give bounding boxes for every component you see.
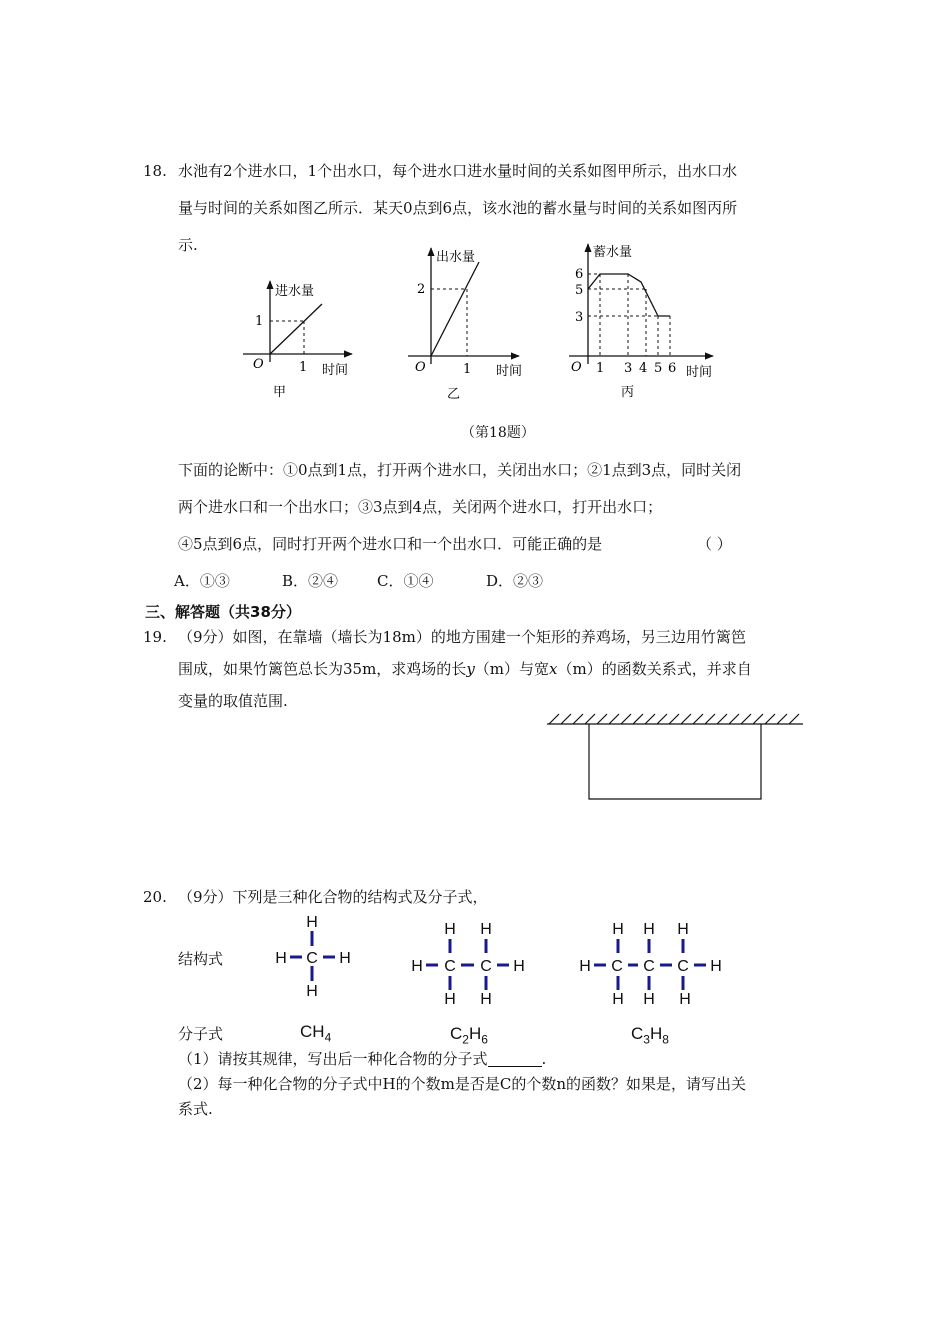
bing-ytick-6: 6 bbox=[575, 267, 584, 282]
bing-xtick-6: 6 bbox=[668, 361, 677, 376]
c2h6-h: H bbox=[444, 991, 456, 1008]
q18-stmt1: 下面的论断中：①0点到1点，打开两个进水口，关闭出水口；②1点到3点，同时关闭 bbox=[178, 461, 742, 479]
answer-blank[interactable] bbox=[488, 1053, 542, 1067]
formula-c2h6: $C_2H_6$ bbox=[450, 1024, 488, 1047]
ch4-c: C bbox=[306, 950, 318, 967]
bing-xtick-4: 4 bbox=[639, 361, 648, 376]
jia-ylabel: 进水量 bbox=[275, 284, 315, 299]
c2h6-h: H bbox=[480, 921, 492, 938]
q20-sub2-line2: 系式. bbox=[178, 1100, 213, 1118]
q19-number: 19. bbox=[143, 628, 167, 646]
q20-number: 20. bbox=[143, 888, 167, 906]
yi-origin: O bbox=[415, 360, 426, 375]
c3h8-h: H bbox=[643, 921, 655, 938]
c2h6-h: H bbox=[513, 958, 525, 975]
q18-line3: 示. bbox=[178, 236, 198, 254]
q18-caption: （第18题） bbox=[461, 425, 535, 441]
c3h8-c: C bbox=[643, 958, 655, 975]
q20-structural-formulas bbox=[260, 905, 730, 1010]
c2h6-h: H bbox=[411, 958, 423, 975]
jia-xtick: 1 bbox=[299, 360, 308, 375]
section-3-title: 三、解答题（共38分） bbox=[145, 603, 301, 621]
q20-line1: （9分）下列是三种化合物的结构式及分子式， bbox=[178, 888, 488, 906]
q18-line2: 量与时间的关系如图乙所示．某天0点到6点，该水池的蓄水量与时间的关系如图丙所 bbox=[178, 199, 738, 217]
c2h6-h: H bbox=[444, 921, 456, 938]
q18-number: 18. bbox=[143, 162, 167, 180]
jia-xlabel: 时间 bbox=[322, 363, 349, 378]
formula-c3h8: $C_3H_8$ bbox=[631, 1024, 669, 1047]
chart-bing bbox=[569, 244, 713, 400]
yi-xlabel: 时间 bbox=[496, 364, 523, 379]
bing-ylabel: 蓄水量 bbox=[593, 245, 633, 260]
c2h6-c: C bbox=[480, 958, 492, 975]
q19-chicken-yard-figure bbox=[540, 705, 810, 805]
c3h8-h: H bbox=[679, 991, 691, 1008]
ch4-h-right: H bbox=[339, 950, 351, 967]
q18-stmt3: ④5点到6点，同时打开两个进水口和一个出水口．可能正确的是 bbox=[178, 535, 603, 553]
c2h6-h: H bbox=[480, 991, 492, 1008]
q19-line3: 变量的取值范围. bbox=[178, 692, 288, 710]
yi-ylabel: 出水量 bbox=[436, 250, 476, 265]
ch4-h-top: H bbox=[306, 914, 318, 931]
q20-formula-label: 分子式 bbox=[178, 1025, 224, 1043]
q20-sub2-line1: （2）每一种化合物的分子式中H的个数m是否是C的个数n的函数？如果是，请写出关 bbox=[178, 1075, 746, 1093]
q18-option-d: D．②③ bbox=[486, 572, 544, 590]
bing-xlabel: 时间 bbox=[686, 365, 713, 380]
c2h6-c: C bbox=[444, 958, 456, 975]
q18-option-a: A．①③ bbox=[174, 572, 230, 590]
chart-yi bbox=[408, 248, 522, 402]
q20-structure-label: 结构式 bbox=[178, 950, 224, 968]
bing-xtick-3: 3 bbox=[624, 361, 633, 376]
c3h8-c: C bbox=[677, 958, 689, 975]
yi-xtick: 1 bbox=[463, 362, 472, 377]
formula-ch4: $CH_4$ bbox=[300, 1022, 332, 1045]
jia-ytick: 1 bbox=[255, 314, 264, 329]
q18-figures bbox=[0, 236, 950, 420]
q19-line1: （9分）如图，在靠墙（墙长为18m）的地方围建一个矩形的养鸡场，另三边用竹篱笆 bbox=[178, 628, 746, 646]
bing-xtick-5: 5 bbox=[654, 361, 663, 376]
c3h8-h: H bbox=[643, 991, 655, 1008]
yi-ytick: 2 bbox=[417, 282, 426, 297]
q19-line2: 围成，如果竹篱笆总长为35m，求鸡场的长y（m）与宽x（m）的函数关系式，并求自 bbox=[178, 660, 752, 678]
bing-ytick-3: 3 bbox=[575, 310, 584, 325]
c3h8-h: H bbox=[579, 958, 591, 975]
jia-origin: O bbox=[253, 357, 264, 372]
jia-title: 甲 bbox=[273, 385, 287, 400]
ch4-h-bottom: H bbox=[306, 983, 318, 1000]
q18-line1: 水池有2个进水口，1个出水口，每个进水口进水量时间的关系如图甲所示，出水口水 bbox=[178, 162, 738, 180]
q20-sub1: （1）请按其规律，写出后一种化合物的分子式 . bbox=[178, 1050, 547, 1068]
yi-title: 乙 bbox=[447, 387, 461, 402]
ch4-h-left: H bbox=[275, 950, 287, 967]
yi-series-line bbox=[431, 262, 479, 356]
bing-title: 丙 bbox=[621, 385, 635, 400]
c3h8-h: H bbox=[677, 921, 689, 938]
c3h8-h: H bbox=[710, 958, 722, 975]
bing-xtick-1: 1 bbox=[596, 361, 605, 376]
q18-stmt2: 两个进水口和一个出水口；③3点到4点，关闭两个进水口，打开出水口； bbox=[178, 498, 663, 516]
bing-origin: O bbox=[571, 360, 582, 375]
jia-series-line bbox=[270, 304, 322, 354]
q18-option-c: C．①④ bbox=[377, 572, 434, 590]
q18-option-b: B．②④ bbox=[282, 572, 339, 590]
chart-jia bbox=[243, 281, 352, 400]
q18-answer-paren: （ ） bbox=[697, 535, 732, 553]
bing-ytick-5: 5 bbox=[575, 283, 584, 298]
c3h8-c: C bbox=[611, 958, 623, 975]
c3h8-h: H bbox=[612, 921, 624, 938]
c3h8-h: H bbox=[612, 991, 624, 1008]
